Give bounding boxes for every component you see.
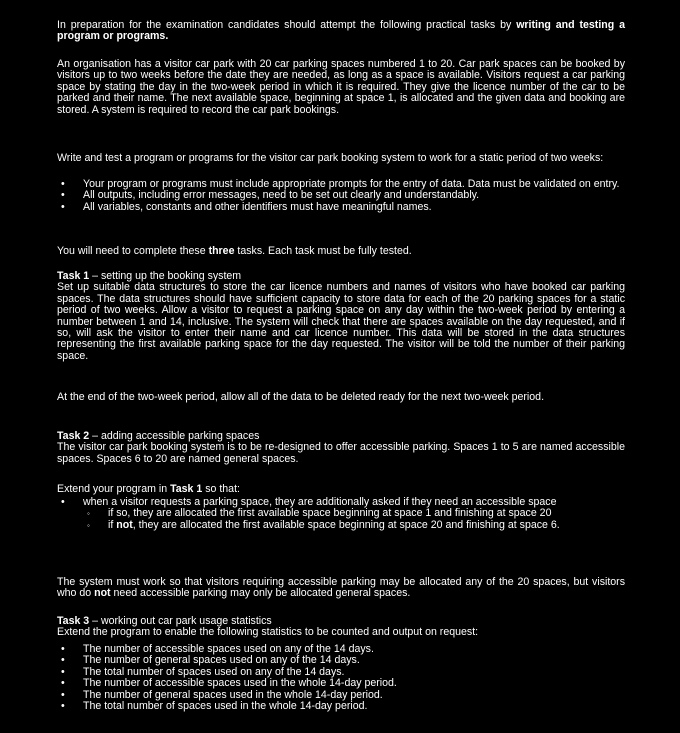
task1-section [57,271,625,362]
task2-extend [57,484,625,495]
three-tasks-text: You will need to complete these [57,245,209,257]
bullet-icon: • [61,189,65,202]
task2-extend-ref: Task 1 [170,483,203,495]
list-item-text: The number of accessible spaces used in the whole 14-day period. [83,677,397,690]
sub-item-tail: , they are allocated the first available space beginning at space 20 and finishing at space 6. [132,518,560,531]
three-tasks-emphasis: three [208,245,235,257]
intro-period: . [165,30,169,43]
list-item-text: All outputs, including error messages, need to be set out clearly and understandably. [83,189,480,202]
bullet-icon: • [61,496,65,508]
sub-bullet-icon: ◦ [87,509,90,519]
task2-title: – adding accessible parking spaces [89,430,260,442]
task2-extend-tail: so that: [202,483,240,495]
task2-system-tail: need accessible parking may only be allocated general spaces. [110,587,411,600]
intro-emphasis: writing and testing a program or programs [57,19,625,43]
scenario-paragraph: An organisation has a visitor car park with 20 car parking spaces numbered 1 to 20. Car park spaces can be booked by visitors up to two weeks before the date they are needed, as long as a space is available. Visitors request a car parking space by stating the day in the two-week period in which it is required. They give the licence number of the car to be parked and their name. The next available space, beginning at space 1, is allocated and the given data and booking are stored. A system is required to record the car park bookings. [57,58,625,116]
task1-label: Task 1 [57,270,90,282]
bullet-icon: • [61,665,65,678]
write-test-list [57,179,625,213]
bullet-icon: • [61,700,65,713]
task3-lead: Extend the program to enable the following statistics to be counted and output on request: [57,626,479,639]
list-item-text: The total number of spaces used on any of the 14 days. [83,665,345,678]
task2-section [57,431,625,465]
list-item-text: Your program or programs must include appropriate prompts for the entry of data. Data must be validated on entry. [83,178,620,190]
task2-system [57,577,625,600]
sub-bullet-icon: ◦ [87,520,90,530]
list-item-text: The number of general spaces used on any of the 14 days. [83,654,360,667]
list-item-text: The total number of spaces used in the whole 14-day period. [83,700,368,713]
list-item-text: The number of general spaces used in the whole 14-day period. [83,688,383,701]
task2-label: Task 2 [57,430,90,442]
sub-item-emphasis: not [116,518,133,531]
list-item [57,701,625,712]
list-item-text: All variables, constants and other identifiers must have meaningful names. [83,200,432,213]
intro-paragraph [57,20,625,43]
task1-title: – setting up the booking system [89,270,242,282]
task1-end-period: At the end of the two-week period, allow all of the data to be deleted ready for the next two-week period. [57,391,545,403]
task3-section [57,616,625,639]
bullet-icon: • [61,677,65,690]
sub-list-item [83,520,625,531]
task2-body: The visitor car park booking system is to be re-designed to offer accessible parking. Spaces 1 to 5 are named accessible spaces. Spaces 6 to 20 are named general spaces. [57,441,625,465]
bullet-icon: • [61,178,65,190]
task2-list [57,497,625,531]
list-item [57,202,625,213]
task1-body: Set up suitable data structures to store the car licence numbers and names of visitors who have booked car parking spaces. The data structures should have sufficient capacity to store data for each of the 20 parking spaces for a static period of two weeks. Allow a visitor to request a parking space on any day within the two-week period by entering a number between 1 and 14, inclusive. The system will check that there are spaces available on the day requested, and if so, will ask the visitor to enter their name and car licence number. This data will be stored in the data structures representing the first available parking space for the day requested. The visitor will be told the number of their parking space. [57,281,625,362]
task2-system-text: The system must work so that visitors requiring accessible parking may be allocated any of the 20 spaces, but visitors who do [57,576,625,600]
task3-title: – working out car park usage statistics [89,615,272,627]
task3-list [57,644,625,712]
task3-label: Task 3 [57,615,90,627]
list-item-text: when a visitor requests a parking space, they are additionally asked if they need an accessible space [83,496,557,508]
write-test-lead: Write and test a program or programs for the visitor car park booking system to work for a static period of two weeks: [57,152,604,164]
bullet-icon: • [61,643,65,655]
bullet-icon: • [61,688,65,701]
three-tasks-paragraph [57,246,625,257]
task2-system-emphasis: not [94,587,111,600]
sub-item-text: if [108,518,117,531]
task2-extend-text: Extend your program in [57,483,171,495]
task2-sublist [83,508,625,531]
list-item-text: The number of accessible spaces used on any of the 14 days. [83,643,374,655]
list-item [57,497,625,531]
intro-text: In preparation for the examination candidates should attempt the following practical tasks by [57,19,517,31]
three-tasks-tail: tasks. Each task must be fully tested. [234,245,412,257]
bullet-icon: • [61,200,65,213]
bullet-icon: • [61,654,65,667]
sub-item-text: if so, they are allocated the first available space beginning at space 1 and finishing at space 20 [108,507,552,520]
